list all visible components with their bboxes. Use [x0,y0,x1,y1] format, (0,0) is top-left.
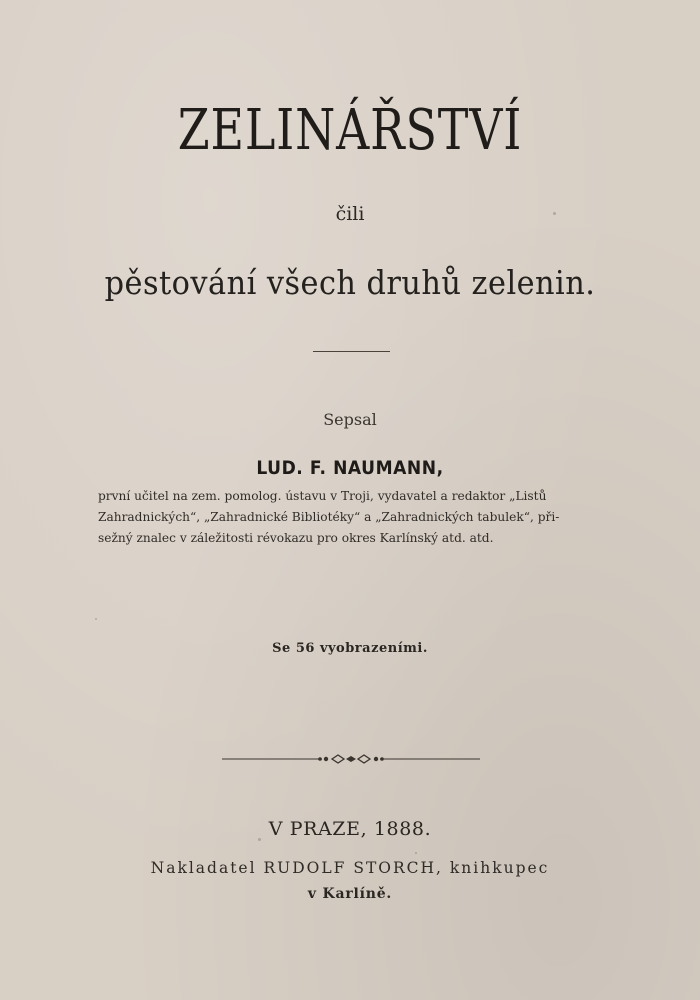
conjunction: čili [335,203,365,225]
affiliation-line: první učitel na zem. pomolog. ústavu v Troji, vydavatel a redaktor „Listů [98,489,547,503]
book-title: ZELINÁŘSTVÍ [177,98,523,163]
illustrations-note: Se 56 vyobrazeními. [272,641,428,656]
ornamental-divider [222,752,480,766]
book-subtitle: pěstování všech druhů zelenin. [104,263,596,302]
paper-speck [553,212,556,215]
place-and-year: V PRAZE, 1888. [268,818,432,840]
divider-rule [313,351,390,352]
publisher-city: v Karlíně. [307,886,393,902]
publisher-line: Nakladatel RUDOLF STORCH, knihkupec [150,859,550,877]
affiliation-line: Zahradnických“, „Zahradnické Bibliotéky“ a „Zahradnických tabulek“, při- [98,510,560,524]
paper-speck [258,838,261,841]
author-affiliation [98,486,618,549]
paper-speck [415,852,417,854]
paper-speck [95,618,97,620]
author-name: LUD. F. NAUMANN, [256,457,444,479]
sepsal-label: Sepsal [323,410,377,429]
affiliation-line: sežný znalec v záležitosti révokazu pro okres Karlínský atd. atd. [98,531,494,545]
